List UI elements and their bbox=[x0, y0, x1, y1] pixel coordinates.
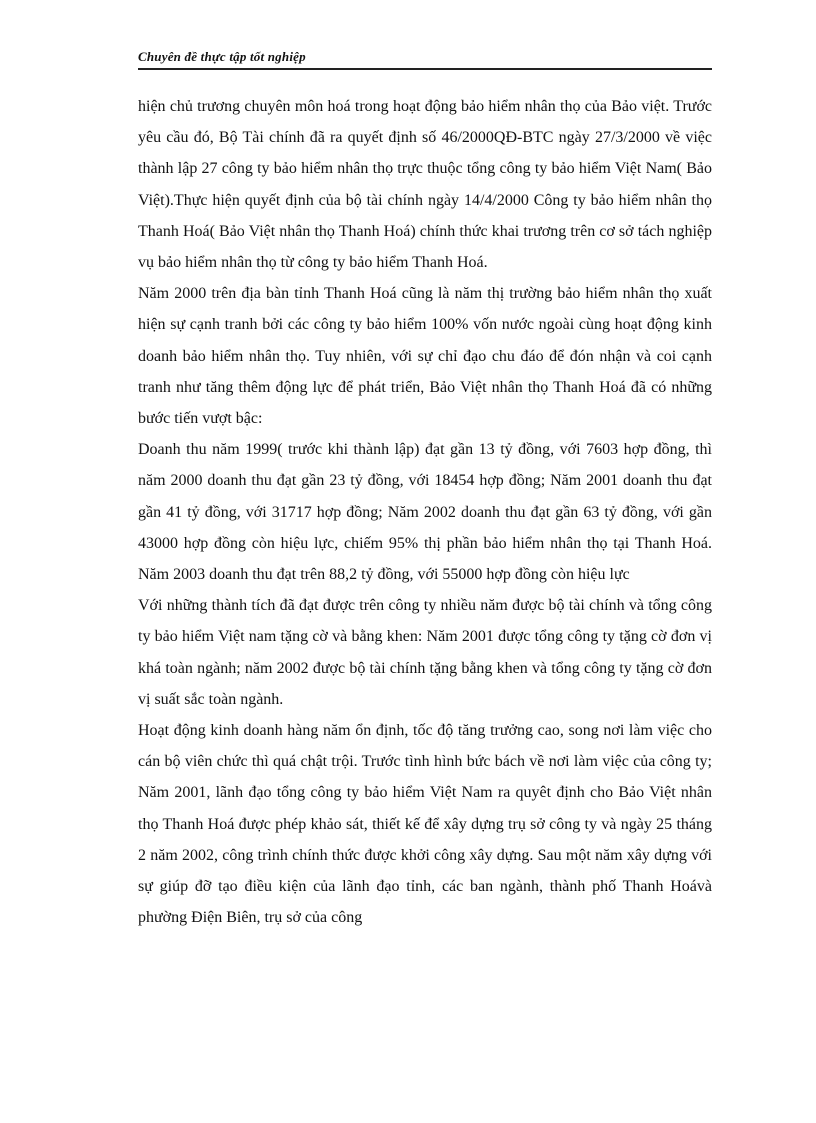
paragraph-awards: Với những thành tích đã đạt được trên công ty nhiều năm được bộ tài chính và tổng công ty bảo hiểm Việt nam tặng cờ và bằng khen: Năm 2001 được tổng công ty tặng cờ đơn vị khá toàn ngành; năm 2002 được bộ tài chính tặng bằng khen và tổng công ty tặng cờ đơn vị suất sắc toàn ngành. bbox=[138, 597, 712, 708]
header-title: Chuyên đề thực tập tốt nghiệp bbox=[138, 49, 306, 64]
page-header bbox=[138, 47, 712, 71]
paragraph-competition: Năm 2000 trên địa bàn tỉnh Thanh Hoá cũng là năm thị trường bảo hiểm nhân thọ xuất hiện sự cạnh tranh bởi các công ty bảo hiểm 100% vốn nước ngoài cùng hoạt động kinh doanh bảo hiểm nhân thọ. Tuy nhiên, với sự chỉ đạo chu đáo để đón nhận và coi cạnh tranh như tăng thêm động lực để phát triển, Bảo Việt nhân thọ Thanh Hoá đã có những bước tiến vượt bậc: bbox=[138, 285, 712, 428]
paragraph-revenue: Doanh thu năm 1999( trước khi thành lập) đạt gần 13 tỷ đồng, với 7603 hợp đồng, thì năm 2000 doanh thu đạt gần 23 tỷ đồng, với 18454 hợp đồng; Năm 2001 doanh thu đạt gần 41 tỷ đồng, với 31717 hợp đồng; Năm 2002 doanh thu đạt gần 63 tỷ đồng, với gần 43000 hợp đồng còn hiệu lực, chiếm 95% thị phần bảo hiểm nhân thọ tại Thanh Hoá. Năm 2003 doanh thu đạt trên 88,2 tỷ đồng, với 55000 hợp đồng còn hiệu lực bbox=[138, 441, 712, 584]
header-divider bbox=[138, 68, 712, 70]
document-body bbox=[138, 91, 712, 933]
paragraph-establishment: hiện chủ trương chuyên môn hoá trong hoạt động bảo hiểm nhân thọ của Bảo việt. Trước yêu cầu đó, Bộ Tài chính đã ra quyết định số 46/2000QĐ-BTC ngày 27/3/2000 về việc thành lập 27 công ty bảo hiểm nhân thọ trực thuộc tổng công ty bảo hiểm Việt Nam( Bảo Việt).Thực hiện quyết định của bộ tài chính ngày 14/4/2000 Công ty bảo hiểm nhân thọ Thanh Hoá( Bảo Việt nhân thọ Thanh Hoá) chính thức khai trương trên cơ sở tách nghiệp vụ bảo hiểm nhân thọ từ công ty bảo hiểm Thanh Hoá. bbox=[138, 98, 712, 272]
paragraph-headquarters: Hoạt động kinh doanh hàng năm ổn định, tốc độ tăng trưởng cao, song nơi làm việc cho cán bộ viên chức thì quá chật trội. Trước tình hình bức bách về nơi làm việc của công ty; Năm 2001, lãnh đạo tổng công ty bảo hiểm Việt Nam ra quyêt định cho Bảo Việt nhân thọ Thanh Hoá được phép khảo sát, thiết kế để xây dựng trụ sở công ty và ngày 25 tháng 2 năm 2002, công trình chính thức được khởi công xây dựng. Sau một năm xây dựng với sự giúp đỡ tạo điều kiện của lãnh đạo tỉnh, các ban ngành, thành phố Thanh Hoávà phường Điện Biên, trụ sở của công bbox=[138, 722, 712, 927]
